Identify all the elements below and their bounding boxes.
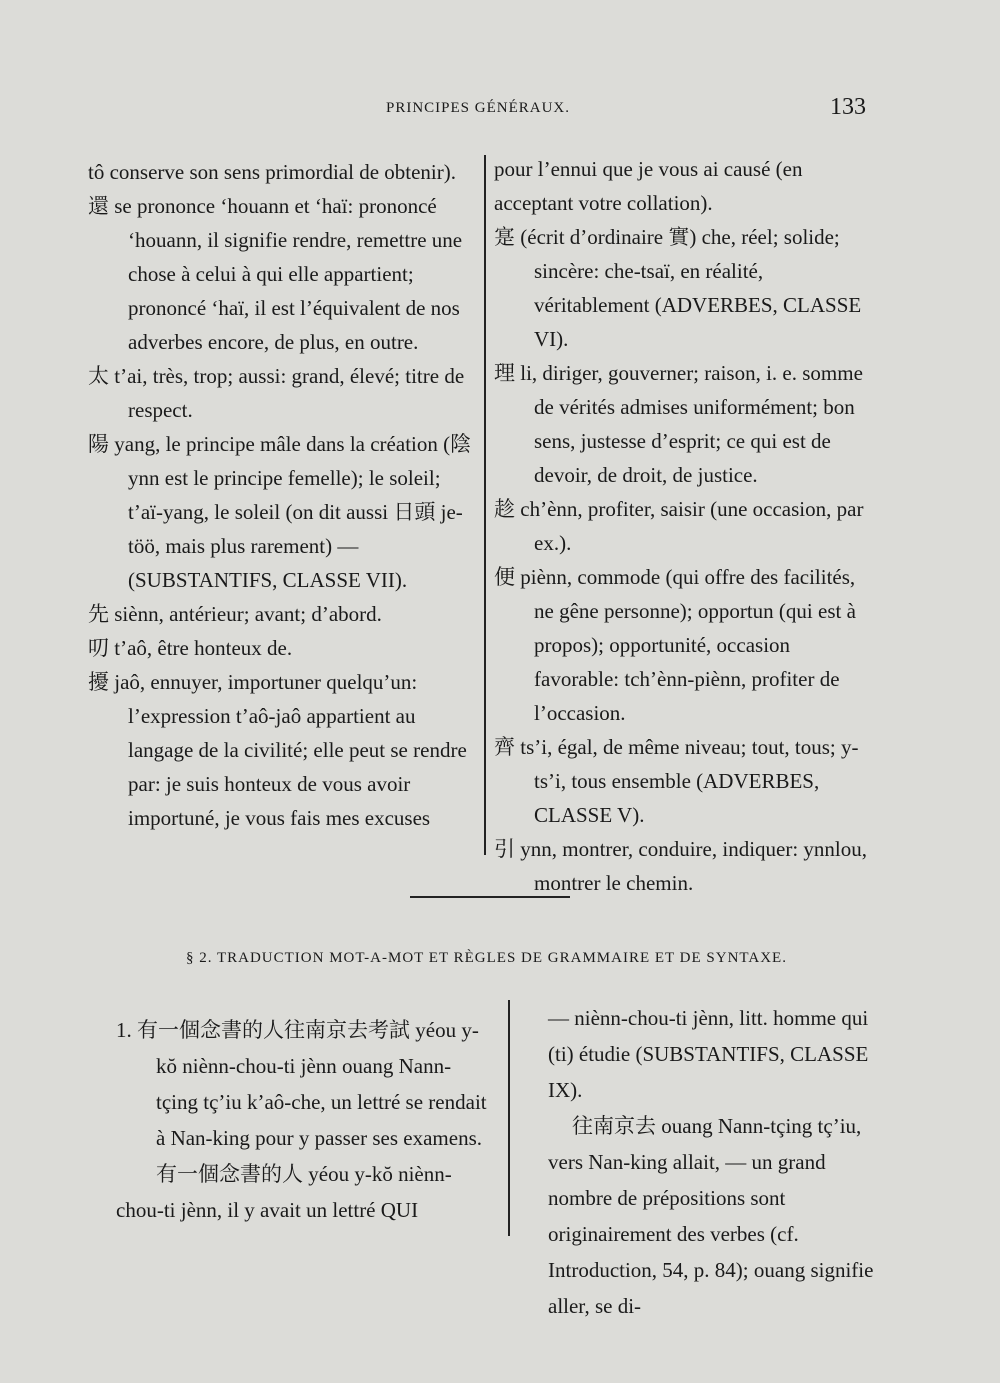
top-right-column xyxy=(494,152,878,900)
bottom-right-column xyxy=(548,1000,893,1324)
entry-houann: 還 se prononce ‘houann et ‘haï: prononcé ‘houann, il signifie rendre, remettre une chose à celui à qui elle appartient; prononcé ‘haï, il est l’équivalent de nos adverbes encore, de plus, en outre. xyxy=(88,194,463,354)
entry-paragraph: pour l’ennui que je vous ai causé (en acceptant votre collation). xyxy=(494,157,803,215)
entry-chenn: 趁 ch’ènn, profiter, saisir (une occasion, par ex.). xyxy=(494,497,864,555)
section-separator xyxy=(410,896,570,898)
entry-pienn: 便 piènn, commode (qui offre des facilités, ne gêne personne); opportun (qui est à propos); opportunité, occasion favorable: tch’ènn-piènn, profiter de l’occasion. xyxy=(494,565,856,725)
running-head: PRINCIPES GÉNÉRAUX. xyxy=(386,100,571,116)
entry-che: 寔 (écrit d’ordinaire 實) che, réel; solide; sincère: che-tsaï, en réalité, véritablement (ADVERBES, CLASSE VI). xyxy=(494,225,862,351)
page-number: 133 xyxy=(830,94,866,120)
sentence-1: 1. 有一個念書的人往南京去考試 yéou y-kŏ niènn-chou-ti jènn ouang Nann-tçing tç’iu k’aô-che, un lettré se rendait à Nan-king pour y passer ses examens. xyxy=(116,1018,487,1150)
entry-jao: 擾 jaô, ennuyer, importuner quelqu’un: l’expression t’aô-jaô appartient au langage de la civilité; elle peut se rendre par: je suis honteux de vous avoir importuné, je vous fais mes excuses xyxy=(88,670,467,830)
entry-tsi: 齊 ts’i, égal, de même niveau; tout, tous; y-ts’i, tous ensemble (ADVERBES, CLASSE V). xyxy=(494,735,859,827)
entry-paragraph: tô conserve son sens primordial de obtenir). xyxy=(88,160,456,184)
entry-li: 理 li, diriger, gouverner; raison, i. e. somme de vérités admises uniformément; bon sens, justesse d’esprit; ce qui est de devoir, de droit, de justice. xyxy=(494,361,863,487)
gloss-ouang: 往南京去 ouang Nann-tçing tç’iu, vers Nan-king allait, — un grand nombre de prépositions sont originairement des verbes (cf. Introduction, 54, p. 84); ouang signifie aller, se di- xyxy=(548,1114,874,1318)
entry-tao: 叨 t’aô, être honteux de. xyxy=(88,636,293,660)
gloss-continuation: — niènn-chou-ti jènn, litt. homme qui (ti) étudie (SUBSTANTIFS, CLASSE IX). xyxy=(548,1006,869,1102)
entry-ynn: 引 ynn, montrer, conduire, indiquer: ynnlou, montrer le chemin. xyxy=(494,837,868,895)
section-heading: § 2. TRADUCTION MOT-A-MOT ET RÈGLES DE GRAMMAIRE ET DE SYNTAXE. xyxy=(186,950,787,966)
top-left-column xyxy=(88,155,480,835)
bottom-left-column xyxy=(116,1012,492,1228)
column-divider-top xyxy=(484,155,486,855)
column-divider-bottom xyxy=(508,1000,510,1236)
entry-tai: 太 t’ai, très, trop; aussi: grand, élevé; titre de respect. xyxy=(88,364,465,422)
entry-sienn: 先 siènn, antérieur; avant; d’abord. xyxy=(88,602,382,626)
entry-yang: 陽 yang, le principe mâle dans la création (陰 ynn est le principe femelle); le soleil; t’aï-yang, le soleil (on dit aussi 日頭 je-töö, mais plus rarement) — (SUBSTANTIFS, CLASSE VII). xyxy=(88,432,472,592)
sentence-gloss: 有一個念書的人 yéou y-kŏ niènn-chou-ti jènn, il y avait un lettré QUI xyxy=(116,1162,452,1222)
